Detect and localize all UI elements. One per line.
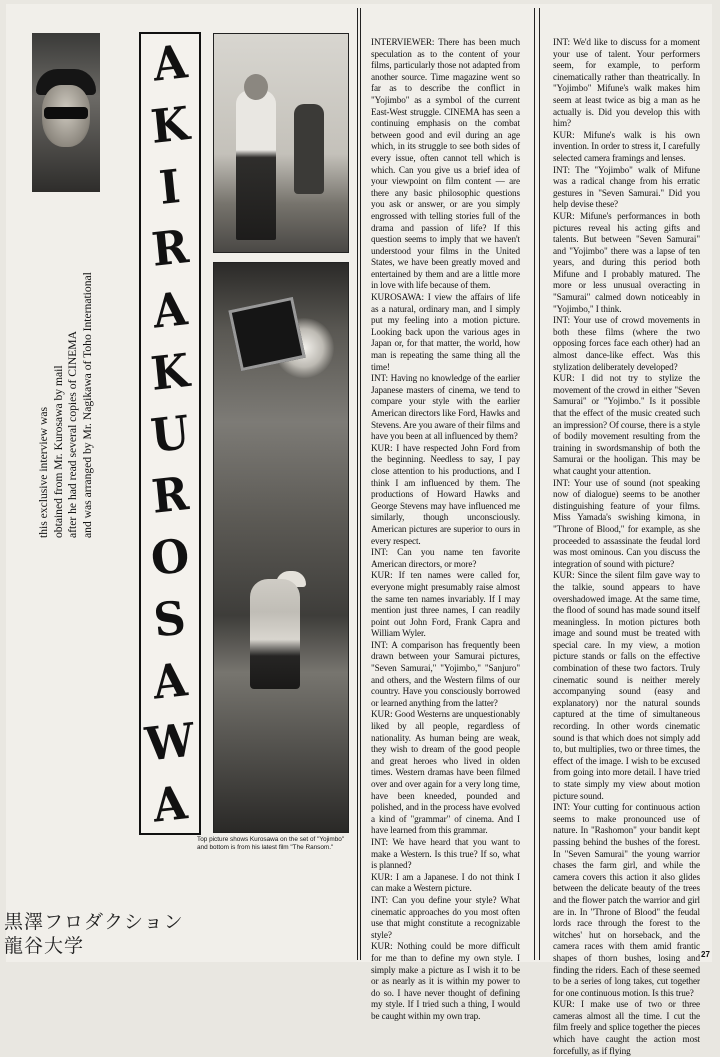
interview-paragraph: KUR: Good Westerns are unquestionably liked by all people, regardless of nationality. As human being are weak, they wish to dream of the good people and great heroes who lived in olden times. Western dramas have been filmed over and over again for a very long time, have been kneeded, pounded and polished, and in the process have evolved a kind of "grammar" of cinema. And I have learned from this grammar.: [371, 709, 520, 836]
title-akira-kurosawa: [139, 32, 201, 835]
interview-paragraph: INTERVIEWER: There has been much speculation as to the content of your films, particularly those not adapted from another source. Time magazine went so far as to describe the conflict in "Yojimbo" as a symbol of the current East-West struggle. CINEMA has seen a continuing emphasis on the combat between good and evil during an age which, in its struggle to see both sides of every issue, often cannot tell which is which. Can you give us a brief idea of your viewpoint on film content — are there any basic philosophic questions you ask or answer, or are you simply engrossed with telling stories full of the drama and passion of life? If this question seems to imply that we haven't understood your films in the United States, we have been greatly moved and entertained by them and are a little more in love with life because of them.: [371, 37, 520, 291]
column-divider: [357, 8, 358, 960]
ransom-still-photo: [213, 262, 349, 833]
sunglasses-shape: [44, 107, 88, 119]
title-letter: R: [149, 466, 191, 525]
title-letter: A: [150, 651, 190, 710]
interview-paragraph: KUR: If ten names were called for, everyone might presumably raise almost the same ten names invariably. If I may mention just three names, I can readily point out John Ford, Frank Capra and William Wyler.: [371, 570, 520, 639]
column-divider: [539, 8, 540, 960]
title-letter: A: [150, 281, 190, 339]
title-letter: I: [157, 158, 183, 215]
title-letter: A: [150, 775, 190, 833]
title-letter: K: [148, 342, 192, 401]
title-letter: U: [148, 404, 192, 463]
interview-paragraph: INT: Your use of crowd movements in both these films (where the two opposing forces face each other) had an almost dance-like effect. Was this stylization deliberately developed?: [553, 315, 700, 372]
interview-paragraph: INT: Can you name ten favorite American directors, or more?: [371, 547, 520, 569]
credit-line: this exclusive interview was: [37, 406, 50, 538]
column-divider: [534, 8, 535, 960]
figure-shape: [236, 90, 276, 240]
credit-line: and was arranged by Mr. Nagikawa of Toho International: [80, 272, 94, 538]
title-letter: O: [148, 528, 192, 586]
photo-caption: Top picture shows Kurosawa on the set of "Yojimbo" and bottom is from his latest film "The Ransom.": [197, 836, 345, 851]
title-letter: A: [150, 34, 190, 92]
interview-paragraph: KUR: I have respected John Ford from the beginning. Needless to say, I pay close attention to his productions, and I think I am influenced by them. The productions of Howard Hawks and George Stevens may have influenced me similarly, though unconsciously. American pictures are superior to ours in every respect.: [371, 442, 520, 546]
interview-paragraph: INT: We have heard that you want to make a Western. Is this true? If so, what is planned?: [371, 836, 520, 871]
column-divider: [360, 8, 361, 960]
interview-paragraph: KUROSAWA: I view the affairs of life as a natural, ordinary man, and I simply put my feeling into a motion picture. Looking back upon the various ages in Japan or, for that matter, the world, how man is repeating the same thing all the time!: [371, 292, 520, 372]
figure-head-shape: [244, 74, 268, 100]
interview-column-1: [371, 37, 520, 1021]
watermark-line: 黒澤フロダクション: [4, 911, 184, 933]
archive-watermark: [4, 910, 184, 958]
interview-paragraph: KUR: Mifune's performances in both pictures reveal his acting gifts and talents. But between "Seven Samurai" and "Yojimbo" there was a lapse of ten years, and during this period both Mifune and I probably matured. The more or less unusual overacting in "Samurai" calmed down noticeably in "Yojimbo," I think.: [553, 210, 700, 314]
title-letter: R: [149, 219, 191, 278]
yojimbo-set-photo: [213, 33, 349, 253]
title-letter: K: [148, 95, 192, 154]
interview-paragraph: KUR: I am a Japanese. I do not think I can make a Western picture.: [371, 871, 520, 894]
hanging-figure-shape: [294, 104, 324, 194]
credit-line: obtained from Mr. Kurosawa by mail: [51, 365, 65, 538]
interview-paragraph: INT: Your cutting for continuous action seems to make pronounced use of nature. In "Rashomon" your bandit kept passing behind the bushes of the forest. In "Seven Samurai" the young warrior chases the farm girl, and while the camera covers this action it also glides between the delicate beauty of the trees and the flower patch the warrior and girl are in. In "Throne of Blood" the feudal lords race through the forest to the witches' hut on horseback, and the camera races with them amid frantic shapes of thorn bushes, losing and finding the riders. Each of these seemed to be a series of long takes, cut together for one continuous motion. Is this true?: [553, 802, 700, 998]
interview-paragraph: INT: Having no knowledge of the earlier Japanese masters of cinema, we tend to compare your style with the earlier American directors like Ford, Hawks and Stevens. Are you aware of their films and have you been at all influenced by them?: [371, 373, 520, 442]
interview-credit: [30, 198, 102, 538]
portrait-photo: [32, 33, 100, 192]
interview-paragraph: KUR: Nothing could be more difficult for me than to define my own style. I simply make a picture as I wish it to be or as nearly as it is within my power to do so. I have never thought of defining my style. If I tried such a thing, I would be caught within my own trap.: [371, 941, 520, 1021]
interview-paragraph: KUR: I make use of two or three cameras almost all the time. I cut the film freely and splice together the pieces which have caught the action most forcefully, as if flying: [553, 999, 700, 1056]
interview-paragraph: KUR: Since the silent film gave way to the talkie, sound appears to have overshadowed image. At the same time, the flood of sound has made sound itself meaningless. In motion pictures both image and sound must be treated with special care. In my view, a motion picture stands or falls on the effective combination of these two factors. Truly cinematic sound is neither merely accompanying sound (easy and explanatory) nor the natural sounds captured at the time of simultaneous recording. In other words cinematic sound is that which does not simply add to, but multiplies, two or three times, the effect of the image. I wish to be excused from going into more detail. I have tried to state simply my view about motion picture sound.: [553, 570, 700, 801]
seated-figure-shape: [250, 579, 300, 689]
interview-paragraph: INT: A comparison has frequently been drawn between your Samurai pictures, "Seven Samurai," "Yojimbo," "Sanjuro" and others, and the Western films of our country. Have you consciously borrowed or learned anything from the latter?: [371, 639, 520, 708]
interview-paragraph: INT: Can you define your style? What cinematic approaches do you most often use that might constitute a recognizable style?: [371, 894, 520, 940]
interview-paragraph: INT: Your use of sound (not speaking now of dialogue) seems to be another distinguishing feature of your films. Miss Yamada's swishing kimona, in "Throne of Blood," for example, as she proceeded to assassinate the feudal lord was most ominous. Can you discuss the integration of sound with picture?: [553, 477, 700, 569]
credit-line: after he had read several copies of CINEMA: [66, 331, 79, 538]
interview-column-2: [553, 37, 700, 1056]
interview-paragraph: KUR: I did not try to stylize the movement of the crowd in either "Seven Samurai" or "Yojimbo." Is it possible that the effect of the music created such an impression? Of course, there is a style of bodily movement resulting from the training in swordsmanship of both the Samurai or the hooligan. This may be what caught your attention.: [553, 373, 700, 476]
title-letter: W: [142, 712, 198, 772]
interview-paragraph: INT: The "Yojimbo" walk of Mifune was a radical change from his erratic gestures in "Seven Samurai." Did you help devise these?: [553, 164, 700, 210]
interview-paragraph: INT: We'd like to discuss for a moment your use of talent. Your performers seem, for example, to perform cinematically rather than theatrically. In "Yojimbo" Mifune's walk makes him seem at least twice as big a man as he actually is. Did you develop this with him?: [553, 37, 700, 129]
page-number: 27: [701, 950, 710, 959]
interview-paragraph: KUR: Mifune's walk is his own invention. In order to stress it, I carefully selected camera framings and lenses.: [553, 129, 700, 163]
title-letter: S: [151, 590, 189, 648]
watermark-line: 龍谷大学: [4, 935, 85, 957]
